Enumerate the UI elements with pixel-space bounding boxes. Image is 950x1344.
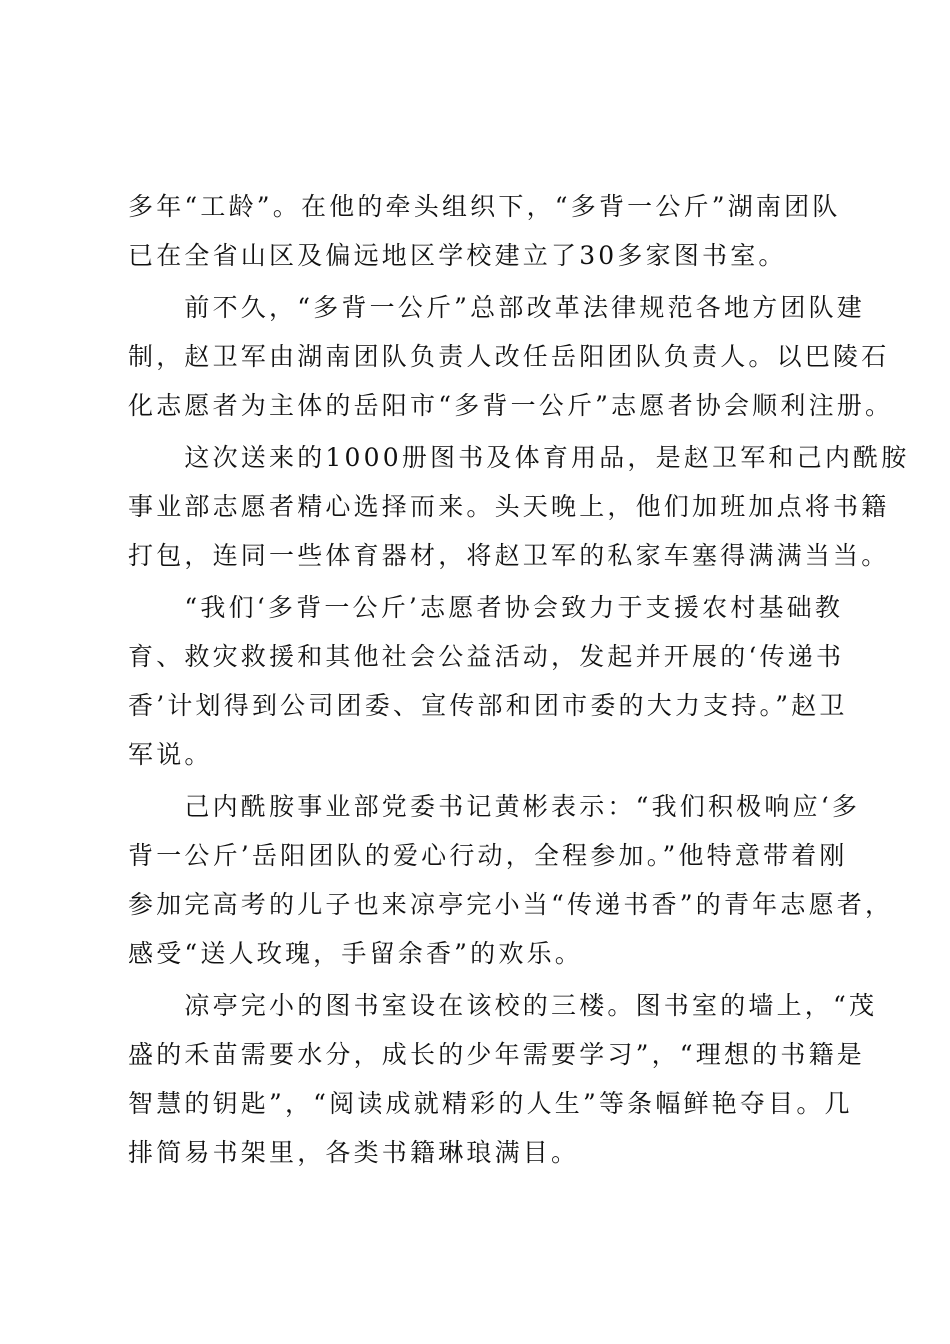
text-line: 多年“工龄”。在他的牵头组织下，“多背一公斤”湖南团队 [128, 192, 841, 221]
text-line: 背一公斤’岳阳团队的爱心行动，全程参加。”他特意带着刚 [128, 841, 848, 870]
text-line: 己内酰胺事业部党委书记黄彬表示：“我们积极响应‘多 [128, 792, 861, 821]
text-line: 军说。 [128, 740, 213, 769]
text-line: 事业部志愿者精心选择而来。头天晚上，他们加班加点将书籍 [128, 492, 890, 521]
paragraph-4 [128, 583, 848, 779]
text-line: 育、救灾救援和其他社会公益活动，发起并开展的‘传递书 [128, 642, 845, 671]
text-line: 香’计划得到公司团委、宣传部和团市委的大力支持。”赵卫 [128, 691, 848, 720]
paragraph-1 [128, 182, 840, 280]
article-body [128, 182, 910, 1177]
text-line: “我们‘多背一公斤’志愿者协会致力于支援农村基础教 [128, 593, 844, 622]
text-line: 打包，连同一些体育器材，将赵卫军的私家车塞得满满当当。 [128, 541, 890, 570]
text-line: 智慧的钥匙”，“阅读成就精彩的人生”等条幅鲜艳夺目。几 [128, 1089, 853, 1118]
text-line: 前不久，“多背一公斤”总部改革法律规范各地方团队建 [128, 293, 865, 322]
paragraph-6 [128, 981, 878, 1177]
text-line: 已在全省山区及偏远地区学校建立了30多家图书室。 [128, 241, 787, 270]
paragraph-3 [128, 433, 910, 580]
text-line: 排简易书架里，各类书籍琳琅满目。 [128, 1138, 580, 1167]
text-line: 制，赵卫军由湖南团队负责人改任岳阳团队负责人。以巴陵石 [128, 342, 890, 371]
text-line: 化志愿者为主体的岳阳市“多背一公斤”志愿者协会顺利注册。 [128, 391, 894, 420]
paragraph-2 [128, 283, 894, 430]
text-line: 这次送来的1000册图书及体育用品，是赵卫军和己内酰胺 [128, 443, 910, 472]
text-line: 盛的禾苗需要水分，成长的少年需要学习”，“理想的书籍是 [128, 1040, 865, 1069]
text-line: 凉亭完小的图书室设在该校的三楼。图书室的墙上，“茂 [128, 991, 878, 1020]
paragraph-5 [128, 782, 894, 978]
text-line: 参加完高考的儿子也来凉亭完小当“传递书香”的青年志愿者， [128, 890, 894, 919]
text-line: 感受“送人玫瑰，手留余香”的欢乐。 [128, 939, 583, 968]
